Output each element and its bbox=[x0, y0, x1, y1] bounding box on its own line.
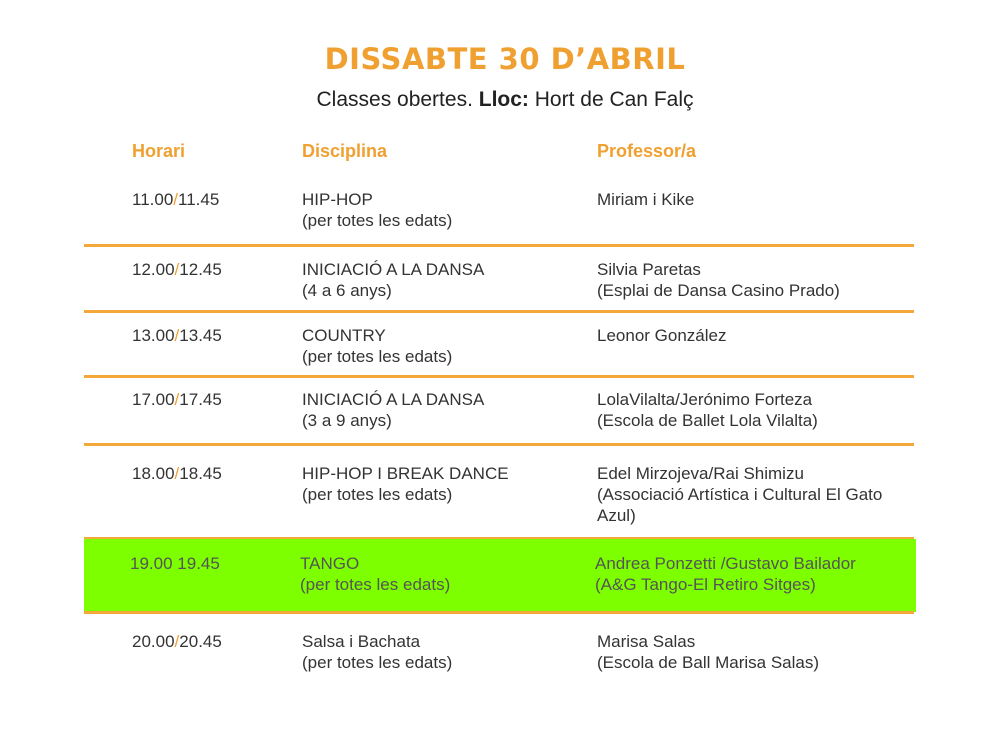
teacher-name: Silvia Paretas bbox=[597, 260, 701, 279]
discipline-cell bbox=[302, 189, 452, 231]
page-subtitle bbox=[0, 88, 1000, 112]
discipline-audience: (per totes les edats) bbox=[302, 485, 453, 504]
teacher-name: Miriam i Kike bbox=[597, 190, 695, 209]
time-cell bbox=[132, 463, 222, 484]
time-text: 19.00 bbox=[130, 554, 173, 573]
teacher-name: Edel Mirzojeva/Rai Shimizu bbox=[597, 464, 804, 483]
teacher-cell bbox=[597, 325, 917, 346]
teacher-school: (Associació Artística i Cultural El Gato Azul) bbox=[597, 485, 883, 525]
teacher-cell bbox=[597, 631, 917, 673]
discipline-audience: (per totes les edats) bbox=[302, 653, 453, 672]
discipline-name: HIP-HOP bbox=[302, 190, 373, 209]
discipline-cell bbox=[302, 463, 509, 505]
teacher-name: Leonor González bbox=[597, 326, 727, 345]
time-cell bbox=[132, 389, 222, 410]
time-cell bbox=[132, 259, 222, 280]
row-divider bbox=[84, 611, 914, 614]
time-text: / bbox=[174, 260, 180, 279]
discipline-audience: (4 a 6 anys) bbox=[302, 281, 392, 300]
time-text: 11.45 bbox=[178, 190, 220, 209]
teacher-cell bbox=[595, 553, 915, 595]
row-divider bbox=[84, 310, 914, 313]
row-divider bbox=[84, 244, 914, 247]
time-text: 13.45 bbox=[179, 326, 222, 345]
discipline-audience: (per totes les edats) bbox=[302, 211, 453, 230]
time-text: 18.45 bbox=[179, 464, 222, 483]
subtitle-prefix: Classes obertes. bbox=[316, 88, 479, 111]
teacher-school: (A&G Tango-El Retiro Sitges) bbox=[595, 575, 816, 594]
time-text: / bbox=[173, 190, 179, 209]
discipline-cell bbox=[302, 325, 452, 367]
discipline-audience: (per totes les edats) bbox=[302, 347, 453, 366]
row-divider bbox=[84, 443, 914, 446]
discipline-name: COUNTRY bbox=[302, 326, 386, 345]
row-divider bbox=[84, 375, 914, 378]
time-text: 17.00 bbox=[132, 390, 175, 409]
time-text: 11.00 bbox=[132, 190, 174, 209]
time-text: 20.45 bbox=[179, 632, 222, 651]
subtitle-place-label: Lloc: bbox=[478, 88, 529, 111]
discipline-cell bbox=[302, 259, 484, 301]
time-cell bbox=[132, 325, 222, 346]
time-text: 20.00 bbox=[132, 632, 175, 651]
discipline-name: INICIACIÓ A LA DANSA bbox=[302, 260, 485, 279]
discipline-name: Salsa i Bachata bbox=[302, 632, 421, 651]
column-header-discipline: Disciplina bbox=[302, 141, 388, 161]
time-cell bbox=[132, 631, 222, 652]
teacher-cell bbox=[597, 189, 917, 210]
teacher-cell bbox=[597, 463, 897, 526]
time-text: / bbox=[174, 464, 180, 483]
page-title: DISSABTE 30 D’ABRIL bbox=[324, 42, 686, 76]
time-text: 12.00 bbox=[132, 260, 175, 279]
column-header-time: Horari bbox=[132, 141, 186, 161]
discipline-audience: (3 a 9 anys) bbox=[302, 411, 392, 430]
teacher-school: (Esplai de Dansa Casino Prado) bbox=[597, 281, 840, 300]
teacher-school: (Escola de Ball Marisa Salas) bbox=[597, 653, 820, 672]
time-text: 17.45 bbox=[179, 390, 222, 409]
teacher-school: (Escola de Ballet Lola Vilalta) bbox=[597, 411, 818, 430]
time-text: 18.00 bbox=[132, 464, 175, 483]
teacher-cell bbox=[597, 389, 917, 431]
column-header-teacher: Professor/a bbox=[597, 141, 697, 161]
time-text: 12.45 bbox=[179, 260, 222, 279]
time-text: 19.45 bbox=[177, 554, 220, 573]
discipline-cell bbox=[300, 553, 450, 595]
discipline-name: TANGO bbox=[300, 554, 360, 573]
time-cell bbox=[132, 189, 219, 210]
time-text: / bbox=[174, 326, 180, 345]
time-text: / bbox=[174, 632, 180, 651]
time-cell bbox=[130, 553, 220, 574]
discipline-cell bbox=[302, 631, 452, 673]
time-text: / bbox=[174, 390, 180, 409]
discipline-name: HIP-HOP I BREAK DANCE bbox=[302, 464, 509, 483]
discipline-name: INICIACIÓ A LA DANSA bbox=[302, 390, 485, 409]
teacher-name: LolaVilalta/Jerónimo Forteza bbox=[597, 390, 813, 409]
teacher-name: Andrea Ponzetti /Gustavo Bailador bbox=[595, 554, 856, 573]
teacher-cell bbox=[597, 259, 917, 301]
discipline-cell bbox=[302, 389, 484, 431]
discipline-audience: (per totes les edats) bbox=[300, 575, 451, 594]
time-text: 13.00 bbox=[132, 326, 175, 345]
teacher-name: Marisa Salas bbox=[597, 632, 696, 651]
subtitle-place: Hort de Can Falç bbox=[528, 88, 694, 111]
